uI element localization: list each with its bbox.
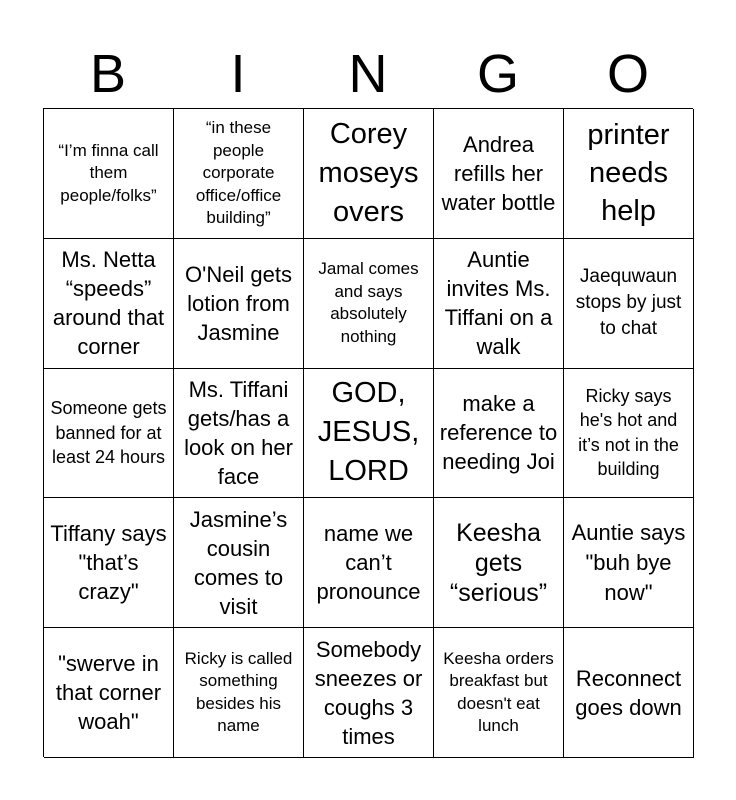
header-letter-g: G: [476, 44, 519, 104]
bingo-cell-r5c4[interactable]: [434, 628, 564, 758]
header-letter-o: O: [606, 44, 649, 104]
cell-text: make a reference to needing Joi: [439, 391, 558, 475]
bingo-cell-r5c2[interactable]: [174, 628, 304, 758]
cell-text: Jamal comes and says absolutely nothing: [318, 259, 419, 346]
header-letter-n: N: [348, 44, 388, 104]
bingo-cell-r4c4[interactable]: [434, 498, 564, 628]
cell-text: Keesha gets “serious”: [449, 518, 548, 607]
cell-text: Auntie invites Ms. Tiffani on a walk: [444, 247, 553, 360]
bingo-cell-r3c5[interactable]: [564, 369, 694, 499]
cell-text: Jasmine’s cousin comes to visit: [189, 506, 288, 619]
cell-text: "swerve in that corner woah": [55, 651, 162, 735]
cell-text: Corey moseys overs: [318, 117, 419, 228]
bingo-cell-r3c1[interactable]: [44, 369, 174, 499]
cell-text: Keesha orders breakfast but doesn't eat lunch: [443, 648, 554, 736]
cell-text: Andrea refills her water bottle: [441, 131, 556, 215]
cell-text: Ms. Tiffani gets/has a look on her face: [184, 376, 293, 489]
cell-text: “in these people corporate office/office building”: [195, 118, 282, 228]
bingo-cell-r5c3[interactable]: [304, 628, 434, 758]
cell-text: Ms. Netta “speeds” around that corner: [52, 247, 165, 360]
cell-text: Reconnect goes down: [575, 665, 682, 720]
cell-text: “I’m finna call them people/folks”: [58, 140, 159, 205]
bingo-cell-r3c2[interactable]: [174, 369, 304, 499]
bingo-cell-r2c2[interactable]: [174, 239, 304, 369]
bingo-header: [43, 40, 693, 108]
cell-text: Tiffany says "that’s crazy": [50, 521, 167, 605]
bingo-cell-r2c3[interactable]: [304, 239, 434, 369]
header-letter-i: I: [230, 44, 246, 104]
bingo-cell-r4c3[interactable]: [304, 498, 434, 628]
bingo-cell-r4c2[interactable]: [174, 498, 304, 628]
bingo-cell-r5c5[interactable]: [564, 628, 694, 758]
cell-text: GOD, JESUS, LORD: [317, 377, 420, 488]
bingo-cell-r4c5[interactable]: [564, 498, 694, 628]
cell-text: Jaequwaun stops by just to chat: [575, 266, 682, 340]
cell-text: Someone gets banned for at least 24 hours: [50, 398, 167, 468]
cell-text: O'Neil gets lotion from Jasmine: [185, 261, 292, 345]
bingo-cell-r4c1[interactable]: [44, 498, 174, 628]
cell-text: Ricky says he's hot and it’s not in the building: [578, 385, 679, 480]
header-letter-b: B: [89, 44, 127, 104]
cell-text: name we can’t pronounce: [316, 521, 421, 605]
bingo-cell-r1c4[interactable]: [434, 109, 564, 239]
bingo-cell-r5c1[interactable]: [44, 628, 174, 758]
cell-text: Auntie says "buh bye now": [571, 519, 686, 605]
bingo-cell-r1c1[interactable]: [44, 109, 174, 239]
bingo-cell-r2c1[interactable]: [44, 239, 174, 369]
bingo-cell-r3c4[interactable]: [434, 369, 564, 499]
bingo-cell-r2c4[interactable]: [434, 239, 564, 369]
bingo-cell-r1c5[interactable]: [564, 109, 694, 239]
bingo-cell-r3c3[interactable]: [304, 369, 434, 499]
bingo-cell-r2c5[interactable]: [564, 239, 694, 369]
cell-text: Somebody sneezes or coughs 3 times: [314, 636, 423, 749]
cell-text: Ricky is called something besides his name: [184, 648, 293, 736]
bingo-cell-r1c3[interactable]: [304, 109, 434, 239]
cell-text: printer needs help: [587, 119, 670, 228]
bingo-board: [43, 108, 693, 757]
bingo-cell-r1c2[interactable]: [174, 109, 304, 239]
